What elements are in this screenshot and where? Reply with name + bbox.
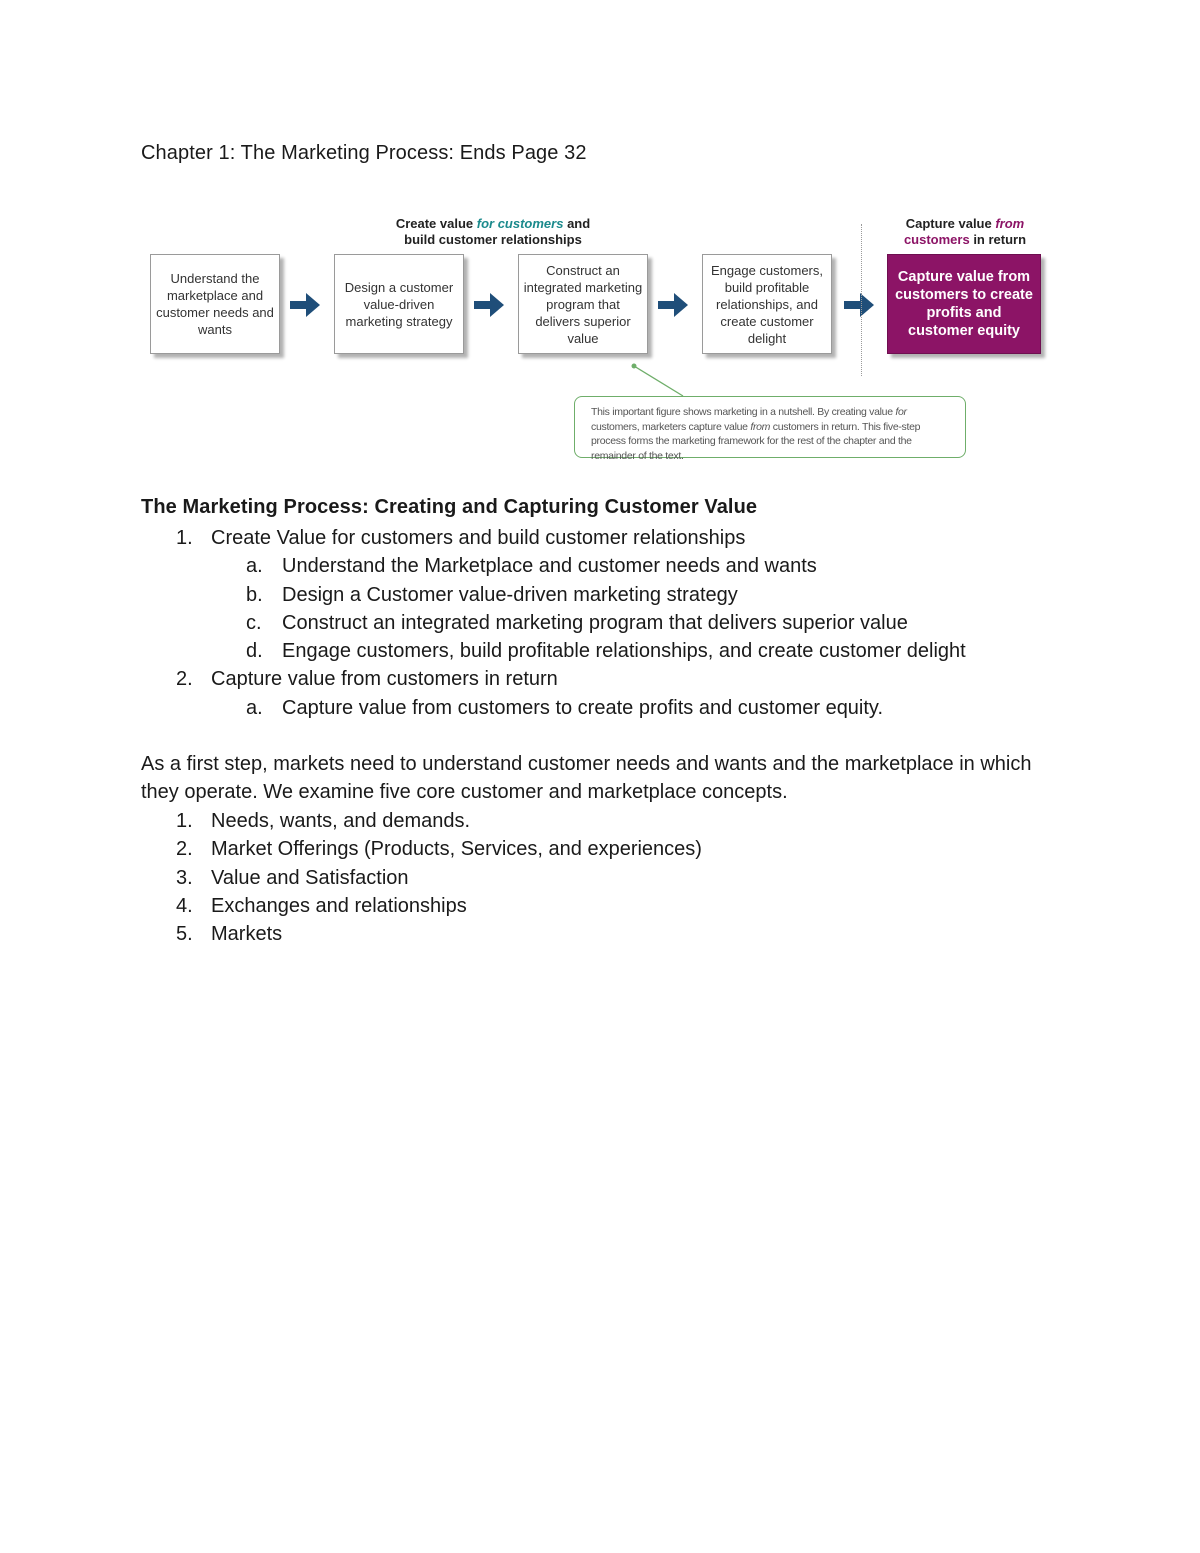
list-marker: 3. — [176, 866, 193, 889]
step-understand-marketplace: Understand the marketplace and customer needs and wants — [150, 254, 280, 354]
list-item-text: Create Value for customers and build customer relationships — [211, 527, 746, 549]
list-item-text: Construct an integrated marketing program that delivers superior value — [282, 611, 908, 634]
list-marker: 2. — [176, 838, 193, 861]
create-capture-divider — [861, 224, 862, 376]
create-value-header — [368, 216, 618, 248]
callout-italic-2: from — [750, 420, 771, 433]
list-marker: 5. — [176, 923, 193, 946]
callout-text-2: customers, marketers capture value — [591, 420, 751, 433]
list-marker: 1. — [176, 527, 193, 549]
list-item-text: Market Offerings (Products, Services, and experiences) — [211, 838, 702, 861]
capture-header-italic: from — [995, 216, 1025, 231]
list-item-text: Exchanges and relationships — [211, 894, 467, 917]
capture-header-post: in return — [969, 232, 1027, 247]
callout-text-1: This important figure shows marketing in a nutshell. By creating value — [591, 406, 896, 418]
step-capture-value: Capture value from customers to create profits and customer equity — [887, 254, 1041, 354]
list-marker: a. — [246, 696, 263, 719]
callout-pointer-line — [628, 360, 688, 400]
arrow-right-icon — [472, 290, 506, 320]
step-engage-customers: Engage customers, build profitable relationships, and create customer delight — [702, 254, 832, 354]
list-item-text: Needs, wants, and demands. — [211, 810, 471, 832]
callout-italic-1: for — [895, 406, 907, 418]
marketing-process-diagram — [140, 210, 1060, 465]
list-item-text: Understand the Marketplace and customer needs and wants — [282, 555, 817, 578]
callout-text-3: customers in return. This five-step process forms the marketing framework for the rest of the chapter and the remainder of the text. — [591, 420, 921, 462]
create-header-post: and — [563, 216, 591, 231]
list-marker: b. — [246, 583, 263, 606]
arrow-right-icon — [288, 290, 322, 320]
create-header-pre: Create value — [395, 216, 477, 231]
create-header-line2: build customer relationships — [404, 232, 582, 247]
list-marker: 1. — [176, 810, 193, 832]
list-item-text: Design a Customer value-driven marketing strategy — [282, 583, 738, 606]
section-heading: The Marketing Process: Creating and Capturing Customer Value — [141, 496, 758, 518]
list-item-text: Markets — [211, 923, 283, 946]
list-marker: a. — [246, 555, 263, 578]
step-design-strategy: Design a customer value-driven marketing strategy — [334, 254, 464, 354]
list-item-text: Engage customers, build profitable relationships, and create customer delight — [282, 640, 966, 663]
list-item-text: Capture value from customers in return — [211, 668, 558, 691]
step-construct-program: Construct an integrated marketing program that delivers superior value — [518, 254, 648, 354]
list-marker: 2. — [176, 668, 193, 691]
capture-header-highlight: customers — [903, 232, 970, 247]
capture-header-pre: Capture value — [905, 216, 996, 231]
arrow-right-icon — [656, 290, 690, 320]
diagram-callout-note — [574, 396, 966, 462]
intro-paragraph: As a first step, markets need to understand customer needs and wants and the marketplace in which they operate. We examine five core customer and marketplace concepts. — [141, 753, 1032, 804]
list-marker: c. — [246, 611, 262, 634]
list-item-text: Value and Satisfaction — [211, 866, 409, 889]
list-item-text: Capture value from customers to create profits and customer equity. — [282, 696, 884, 719]
list-marker: 4. — [176, 894, 193, 917]
page-title: Chapter 1: The Marketing Process: Ends Page 32 — [141, 142, 587, 164]
arrow-right-icon — [842, 290, 876, 320]
list-marker: d. — [246, 640, 263, 663]
create-header-highlight: for customers — [476, 216, 564, 231]
capture-value-header — [880, 216, 1050, 248]
